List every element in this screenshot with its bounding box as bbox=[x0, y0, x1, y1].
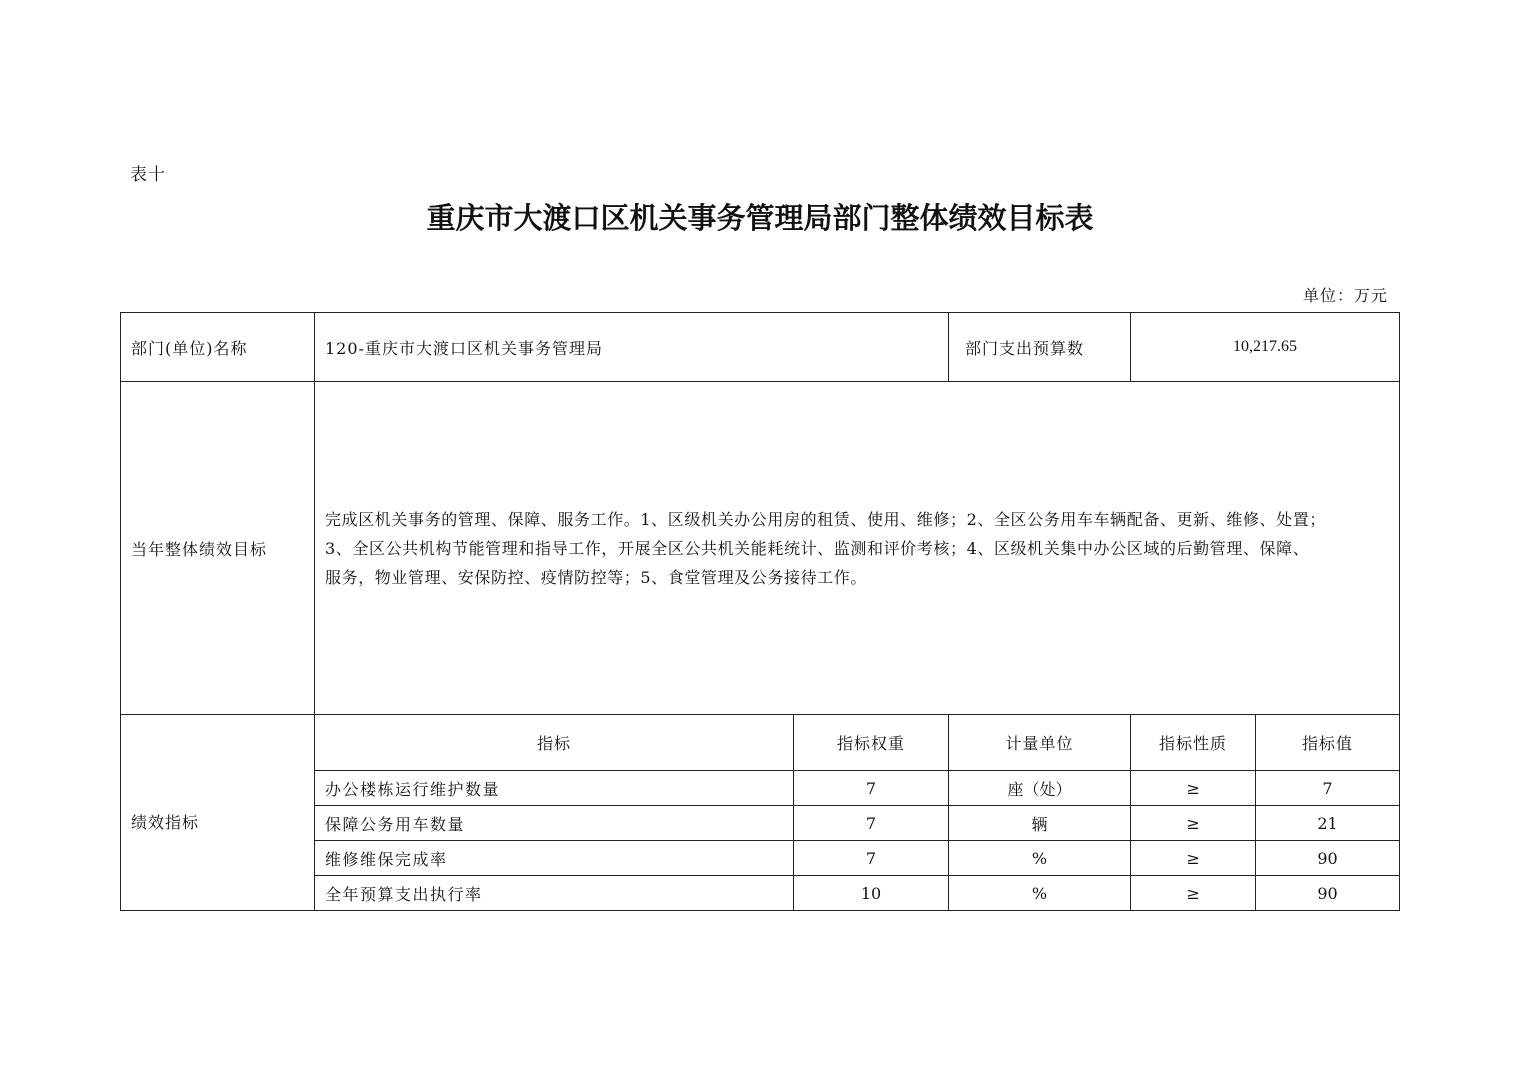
table-label: 表十 bbox=[130, 165, 166, 185]
indicator-weight: 7 bbox=[794, 841, 949, 876]
indicator-weight: 7 bbox=[794, 806, 949, 841]
indicator-nature: ≥ bbox=[1131, 841, 1256, 876]
indicator-unit: % bbox=[949, 876, 1131, 911]
unit-note: 单位：万元 bbox=[1302, 286, 1388, 305]
col-header-weight: 指标权重 bbox=[794, 715, 949, 771]
indicator-nature: ≥ bbox=[1131, 876, 1256, 911]
indicator-name: 办公楼栋运行维护数量 bbox=[315, 771, 794, 806]
col-header-nature: 指标性质 bbox=[1131, 715, 1256, 771]
indicator-nature: ≥ bbox=[1131, 806, 1256, 841]
goal-text bbox=[315, 382, 1400, 715]
indicator-header-row bbox=[121, 715, 1400, 771]
goal-line: 完成区机关事务的管理、保障、服务工作。1、区级机关办公用房的租赁、使用、维修；2、全区公务用车车辆配备、更新、维修、处置； bbox=[325, 509, 1326, 529]
col-header-value: 指标值 bbox=[1256, 715, 1400, 771]
indicator-nature: ≥ bbox=[1131, 771, 1256, 806]
indicator-name: 维修维保完成率 bbox=[315, 841, 794, 876]
col-header-indicator: 指标 bbox=[315, 715, 794, 771]
goal-label: 当年整体绩效目标 bbox=[121, 382, 315, 715]
indicator-unit: 座（处） bbox=[949, 771, 1131, 806]
goal-line: 3、全区公共机构节能管理和指导工作，开展全区公共机关能耗统计、监测和评价考核；4、区级机关集中办公区域的后勤管理、保障、 bbox=[325, 538, 1310, 558]
indicator-name: 保障公务用车数量 bbox=[315, 806, 794, 841]
indicator-value: 7 bbox=[1256, 771, 1400, 806]
budget-label: 部门支出预算数 bbox=[949, 313, 1131, 382]
indicator-weight: 7 bbox=[794, 771, 949, 806]
indicator-value: 90 bbox=[1256, 841, 1400, 876]
goal-line: 服务，物业管理、安保防控、疫情防控等；5、食堂管理及公务接待工作。 bbox=[325, 567, 867, 587]
performance-target-table bbox=[120, 312, 1400, 911]
indicator-unit: 辆 bbox=[949, 806, 1131, 841]
indicator-name: 全年预算支出执行率 bbox=[315, 876, 794, 911]
budget-value: 10,217.65 bbox=[1131, 313, 1400, 382]
indicators-section-label: 绩效指标 bbox=[121, 715, 315, 911]
dept-row bbox=[121, 313, 1400, 382]
dept-name-value: 120-重庆市大渡口区机关事务管理局 bbox=[315, 313, 949, 382]
page-title: 重庆市大渡口区机关事务管理局部门整体绩效目标表 bbox=[426, 201, 1094, 235]
goal-row bbox=[121, 382, 1400, 715]
indicator-weight: 10 bbox=[794, 876, 949, 911]
dept-name-label: 部门(单位)名称 bbox=[121, 313, 315, 382]
indicator-value: 90 bbox=[1256, 876, 1400, 911]
indicator-value: 21 bbox=[1256, 806, 1400, 841]
indicator-unit: % bbox=[949, 841, 1131, 876]
col-header-unit: 计量单位 bbox=[949, 715, 1131, 771]
